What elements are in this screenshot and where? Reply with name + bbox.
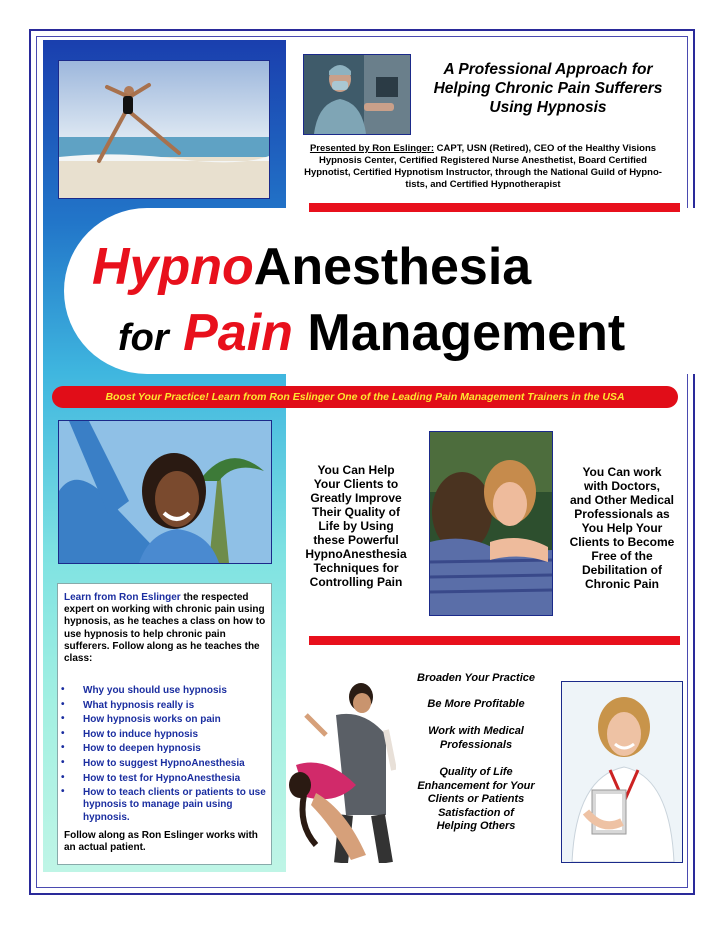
benefit-line: Professionals xyxy=(439,738,513,751)
benefit-broaden: Broaden Your Practice xyxy=(417,672,535,684)
blurb-line: Techniques for xyxy=(313,561,399,575)
topic-label: Why you should use hypnosis xyxy=(83,685,227,696)
title-anesthesia: Anesthesia xyxy=(253,238,532,296)
beach-jump-photo xyxy=(58,60,270,199)
dancers-photo xyxy=(286,675,396,863)
blurb-line: and Other Medical xyxy=(569,493,675,507)
learn-follow-text: Follow along as Ron Eslinger works with an actual patient. xyxy=(64,830,258,854)
benefit-medical xyxy=(402,725,550,752)
topic-item xyxy=(58,773,266,785)
surgeon-photo xyxy=(303,54,411,135)
blurb-line: Free of the xyxy=(591,549,653,563)
title-for: for xyxy=(118,317,169,359)
blurb-line: Life by Using xyxy=(318,519,394,533)
bullet-icon: • xyxy=(61,684,65,695)
topic-item xyxy=(58,787,266,824)
blurb-line: You Can Help xyxy=(317,463,395,477)
title-pain: Pain xyxy=(183,304,293,362)
topic-item xyxy=(58,700,266,712)
topic-item xyxy=(58,758,266,770)
bullet-icon: • xyxy=(61,786,65,798)
topic-item xyxy=(58,743,266,755)
blurb-line: these Powerful xyxy=(313,533,399,547)
benefit-line: Quality of Life xyxy=(439,766,513,778)
benefit-quality xyxy=(402,766,550,834)
learn-intro-text: the respected expert on working with chronic pain using hypnosis, as he teaches a class on how to use hypnosis to help chronic pain sufferers. Follow along as he teaches the class: xyxy=(64,592,266,665)
blurb-line: Greatly Improve xyxy=(310,491,402,505)
promo-ribbon: Boost Your Practice! Learn from Ron Eslinger One of the Leading Pain Management Trainers in the USA xyxy=(52,386,678,408)
learn-box xyxy=(57,583,272,865)
hugging-women-photo xyxy=(429,431,553,616)
bullet-icon: • xyxy=(61,756,65,768)
presenter-bio xyxy=(294,143,672,191)
blurb-line: Controlling Pain xyxy=(309,575,403,589)
presenter-bio-line: Hypnotist, Certified Hypnotism Instructor, through the National Guild of Hypno- xyxy=(304,167,662,178)
topic-label: What hypnosis really is xyxy=(83,699,195,711)
blurb-line: Clients to Become xyxy=(569,535,675,549)
benefit-line: Clients or Patients xyxy=(427,793,525,805)
presenter-bio-line: Hypnosis Center, Certified Registered Nurse Anesthetist, Board Certified xyxy=(318,155,647,166)
topic-label: How to teach clients or patients to use hypnosis to manage pain using hypnosis. xyxy=(83,787,266,823)
bullet-icon: • xyxy=(61,713,65,725)
learn-intro xyxy=(64,592,268,665)
title-management: Management xyxy=(307,304,626,362)
topic-label: How to suggest HypnoAnesthesia xyxy=(83,757,245,769)
benefit-line: Satisfaction of xyxy=(438,806,514,819)
topic-item xyxy=(58,714,266,726)
blurb-line: Chronic Pain xyxy=(584,577,659,591)
benefit-profitable: Be More Profitable xyxy=(427,698,525,710)
blurb-left xyxy=(296,463,416,589)
title-line-1 xyxy=(92,238,531,296)
topic-item xyxy=(58,685,266,697)
topic-list xyxy=(58,685,266,826)
red-divider-bottom xyxy=(309,636,680,645)
blurb-right xyxy=(562,465,682,591)
bullet-icon: • xyxy=(61,727,65,739)
title-hypno: Hypno xyxy=(92,238,254,296)
title-line-2 xyxy=(118,304,625,367)
red-divider-top xyxy=(309,203,680,212)
headline-line: A Professional Approach for xyxy=(443,61,653,78)
bullet-icon: • xyxy=(61,698,65,710)
blurb-line: with Doctors, xyxy=(583,479,660,493)
topic-label: How to test for HypnoAnesthesia xyxy=(83,772,241,784)
presenter-bio-line: CAPT, USN (Retired), CEO of the Healthy Visions xyxy=(434,143,657,154)
headline xyxy=(404,60,692,117)
learn-intro-bold: Learn from Ron Eslinger xyxy=(64,592,181,603)
blurb-line: Professionals as xyxy=(574,507,670,521)
smiling-woman-photo xyxy=(58,420,272,564)
blurb-line: Debilitation of xyxy=(582,563,662,577)
benefit-line: Helping Others xyxy=(436,820,516,832)
bullet-icon: • xyxy=(61,742,65,754)
blurb-line: Your Clients to xyxy=(313,477,399,491)
doctor-photo xyxy=(561,681,683,863)
bullet-icon: • xyxy=(61,771,65,783)
blurb-line: Their Quality of xyxy=(311,505,400,519)
headline-line: Helping Chronic Pain Sufferers xyxy=(433,80,663,97)
topic-label: How to induce hypnosis xyxy=(83,728,199,740)
presenter-bio-line: tists, and Certified Hypnotherapist xyxy=(405,179,561,190)
benefit-line: Enhancement for Your xyxy=(417,779,535,792)
topic-label: How hypnosis works on pain xyxy=(83,714,221,726)
blurb-line: HypnoAnesthesia xyxy=(305,547,407,561)
blurb-line: You Help Your xyxy=(581,521,663,535)
presenter-label: Presented by Ron Eslinger: xyxy=(309,143,434,154)
topic-label: How to deepen hypnosis xyxy=(83,743,201,755)
topic-item xyxy=(58,729,266,741)
headline-line: Using Hypnosis xyxy=(489,99,607,116)
benefit-line: Work with Medical xyxy=(428,725,524,737)
blurb-line: You Can work xyxy=(582,465,662,479)
